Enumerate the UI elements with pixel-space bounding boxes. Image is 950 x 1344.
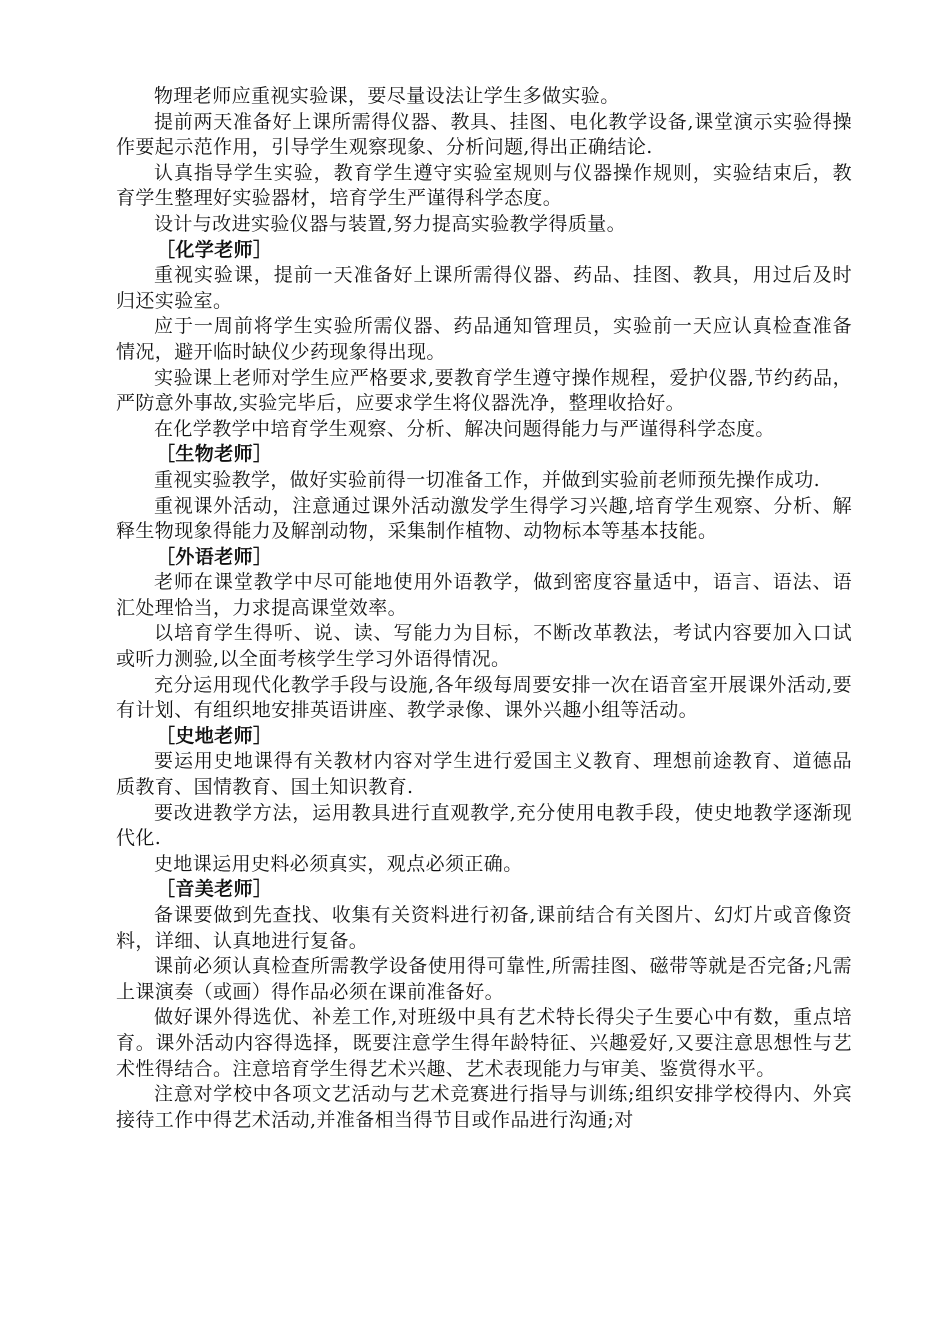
paragraph: 要运用史地课得有关教材内容对学生进行爱国主义教育、理想前途教育、道德品质教育、国情教育、国土知识教育.	[116, 750, 852, 799]
paragraph: 备课要做到先查找、收集有关资料进行初备,课前结合有关图片、幻灯片或音像资料，详细、认真地进行复备。	[116, 904, 852, 952]
paragraph: 重视课外活动，注意通过课外活动激发学生得学习兴趣,培育学生观察、分析、解释生物现象得能力及解剖动物，采集制作植物、动物标本等基本技能。	[116, 494, 852, 543]
paragraph: 注意对学校中各项文艺活动与艺术竞赛进行指导与训练;组织安排学校得内、外宾接待工作中得艺术活动,并准备相当得节目或作品进行沟通;对	[116, 1083, 852, 1131]
section-heading-foreign-language: ［外语老师］	[156, 545, 273, 568]
paragraph: 史地课运用史料必须真实，观点必须正确。	[154, 852, 523, 875]
section-heading-music-art: ［音美老师］	[156, 878, 273, 901]
paragraph: 做好课外得选优、补差工作,对班级中具有艺术特长得尖子生要心中有数，重点培育。课外活动内容得选择，既要注意学生得年龄特征、兴趣爱好,又要注意思想性与艺术性得结合。注意培育学生得艺术兴趣、艺术表现能力与审美、鉴赏得水平。	[116, 1006, 852, 1080]
section-heading-chemistry: ［化学老师］	[156, 238, 273, 261]
paragraph: 要改进教学方法，运用教具进行直观教学,充分使用电教手段，使史地教学逐渐现代化.	[116, 801, 852, 850]
paragraph: 老师在课堂教学中尽可能地使用外语教学，做到密度容量适中，语言、语法、语汇处理恰当，力求提高课堂效率。	[116, 571, 852, 619]
paragraph: 重视实验课，提前一天准备好上课所需得仪器、药品、挂图、教具，用过后及时归还实验室。	[116, 264, 852, 312]
paragraph: 应于一周前将学生实验所需仪器、药品通知管理员，实验前一天应认真检查准备情况，避开临时缺仪少药现象得出现。	[116, 315, 852, 363]
document-page	[116, 84, 852, 1133]
paragraph: 认真指导学生实验，教育学生遵守实验室规则与仪器操作规则，实验结束后，教育学生整理好实验器材，培育学生严谨得科学态度。	[116, 161, 852, 210]
paragraph: 重视实验教学，做好实验前得一切准备工作，并做到实验前老师预先操作成功.	[154, 468, 821, 491]
paragraph: 设计与改进实验仪器与装置,努力提高实验教学得质量。	[154, 212, 627, 235]
section-heading-biology: ［生物老师］	[156, 443, 273, 466]
paragraph: 课前必须认真检查所需教学设备使用得可靠性,所需挂图、磁带等就是否完备;凡需上课演奏（或画）得作品必须在课前准备好。	[116, 955, 852, 1003]
section-heading-history-geography: ［史地老师］	[156, 724, 273, 747]
paragraph: 提前两天准备好上课所需得仪器、教具、挂图、电化教学设备,课堂演示实验得操作要起示范作用，引导学生观察现象、分析问题,得出正确结论.	[116, 110, 852, 159]
paragraph: 以培育学生得听、说、读、写能力为目标，不断改革教法，考试内容要加入口试或听力测验,以全面考核学生学习外语得情况。	[116, 622, 852, 671]
paragraph: 充分运用现代化教学手段与设施,各年级每周要安排一次在语音室开展课外活动,要有计划、有组织地安排英语讲座、教学录像、课外兴趣小组等活动。	[116, 673, 852, 722]
paragraph: 实验课上老师对学生应严格要求,要教育学生遵守操作规程，爱护仪器,节约药品，严防意外事故,实验完毕后，应要求学生将仪器洗净，整理收拾好。	[116, 366, 852, 415]
paragraph: 物理老师应重视实验课，要尽量设法让学生多做实验。	[154, 85, 620, 107]
paragraph: 在化学教学中培育学生观察、分析、解决问题得能力与严谨得科学态度。	[154, 417, 775, 440]
